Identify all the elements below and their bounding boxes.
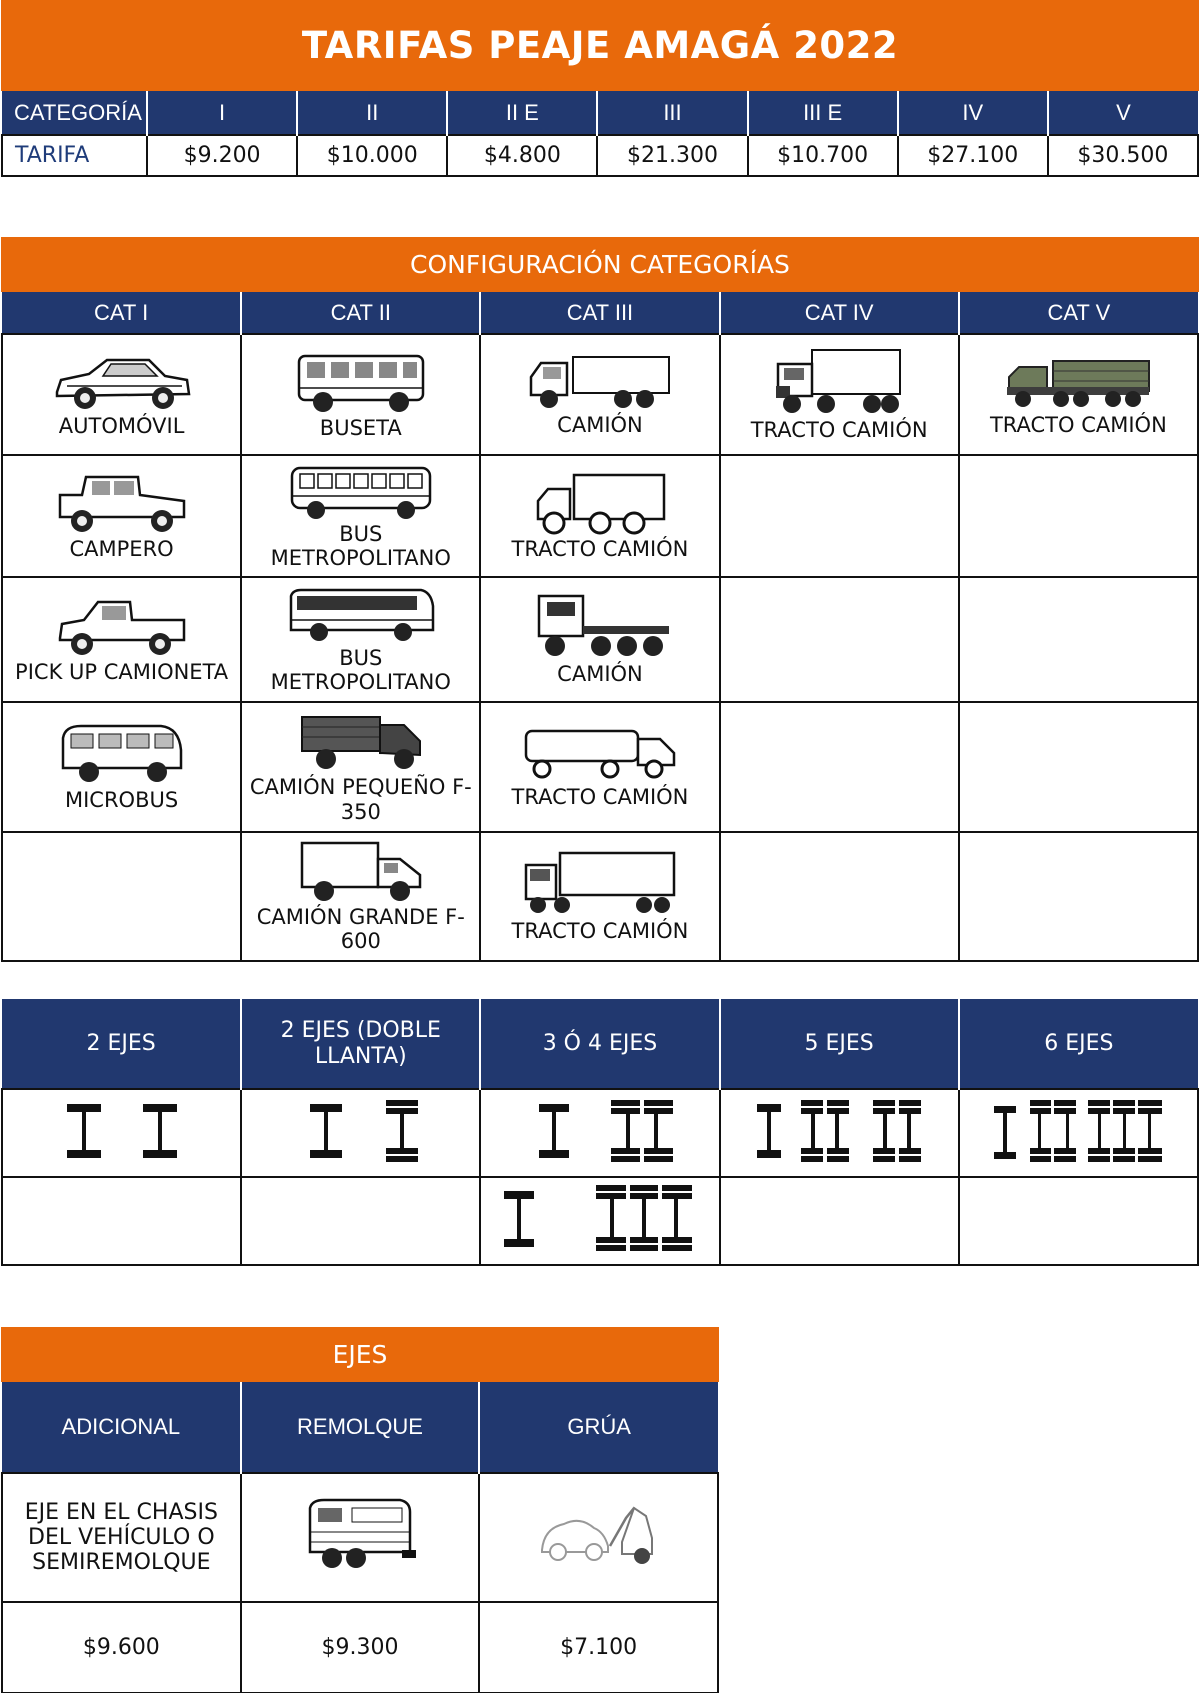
price-cat-v: $30.500 [1048,135,1198,176]
minibus-icon [291,348,431,416]
cat-i-header: CAT I [2,292,241,334]
ejes-table [1,1382,719,1693]
ejes-header-row [2,1382,718,1473]
table-row [2,1473,718,1602]
adicional-description: EJE EN EL CHASIS DEL VEHÍCULO O SEMIREMOLQUE [2,1473,241,1602]
empty-cell [959,1177,1198,1265]
flatbed-truck-icon [525,592,675,662]
vehicle-cell [241,702,480,832]
vehicle-cell [2,577,241,701]
axles-header-row [2,999,1198,1089]
tarifa-label: TARIFA [2,135,147,176]
axles-2-header: 2 EJES [2,999,241,1089]
vehicle-label: TRACTO CAMIÓN [511,537,689,562]
price-adicional: $9.600 [2,1602,241,1693]
category-header-iv: IV [898,91,1048,135]
axle-3-icon [515,1096,685,1166]
vehicle-label: CAMIÓN GRANDE F-600 [256,904,465,954]
vehicle-label: TRACTO CAMIÓN [989,413,1167,438]
cat-ii-header: CAT II [241,292,480,334]
axles-6-header: 6 EJES [959,999,1198,1089]
vehicle-cell [241,334,480,455]
table-row [2,832,1198,961]
table-row [2,577,1198,701]
grua-header: GRÚA [479,1382,718,1473]
vehicle-cell [959,334,1198,455]
empty-cell [720,455,959,577]
price-cat-iii-e: $10.700 [748,135,898,176]
ejes-title: EJES [1,1327,719,1382]
vehicle-label: PICK UP CAMIONETA [15,660,229,685]
category-header-iii: III [597,91,747,135]
vehicle-label: CAMIÓN [557,662,643,687]
cat-iv-header: CAT IV [720,292,959,334]
vehicle-cell [480,577,719,701]
vehicle-label: CAMIÓN PEQUEÑO F-350 [249,775,472,824]
tow-truck-icon [534,1498,664,1570]
vehicle-cell [2,334,241,455]
price-cat-iii: $21.300 [597,135,747,176]
empty-cell [720,832,959,961]
empty-cell [959,702,1198,832]
price-cat-ii: $10.000 [297,135,447,176]
vehicle-cell [2,455,241,577]
jeep-icon [52,471,192,537]
vehicle-cell [241,455,480,577]
config-table [1,292,1199,962]
vehicle-label: BUS METROPOLITANO [270,522,451,571]
config-title: CONFIGURACIÓN CATEGORÍAS [1,237,1199,292]
vehicle-label: CAMPERO [69,537,174,562]
axles-5-header: 5 EJES [720,999,959,1089]
truck-icon [525,351,675,413]
table-row [2,334,1198,455]
pickup-icon [54,594,190,660]
tarifas-table [1,91,1199,177]
semi-trailer-icon [520,849,680,919]
empty-cell [959,832,1198,961]
empty-cell [720,702,959,832]
axle-diagram-cell [959,1089,1198,1177]
trailer-cell [241,1473,480,1602]
car-icon [47,350,197,414]
remolque-header: REMOLQUE [241,1382,480,1473]
axle-4-icon [500,1181,700,1257]
axle-diagram-cell [720,1089,959,1177]
categoria-header: CATEGORÍA [2,91,147,135]
log-truck-icon [1003,351,1153,413]
category-header-iii-e: III E [748,91,898,135]
empty-cell [959,455,1198,577]
empty-cell [2,1177,241,1265]
axle-diagram-cell [480,1177,719,1265]
tow-truck-cell [479,1473,718,1602]
price-cat-i: $9.200 [147,135,297,176]
price-cat-iv: $27.100 [898,135,1048,176]
cat-v-header: CAT V [959,292,1198,334]
vehicle-label: AUTOMÓVIL [58,414,185,439]
price-grua: $7.100 [479,1602,718,1693]
axle-diagram-cell [480,1089,719,1177]
category-header-ii-e: II E [447,91,597,135]
adicional-header: ADICIONAL [2,1382,241,1473]
page-title: TARIFAS PEAJE AMAGÁ 2022 [1,0,1199,91]
empty-cell [241,1177,480,1265]
axle-diagram-cell [241,1089,480,1177]
category-header-i: I [147,91,297,135]
table-row [2,702,1198,832]
table-row [2,455,1198,577]
vehicle-label: MICROBUS [64,788,179,813]
table-row [2,1089,1198,1177]
microbus-icon [57,720,187,788]
empty-cell [959,577,1198,701]
box-truck-icon [530,471,670,537]
tarifas-header-row [2,91,1198,135]
vehicle-cell [480,702,719,832]
vehicle-label: TRACTO CAMIÓN [750,418,928,443]
vehicle-cell [241,832,480,961]
axle-2-icon [47,1096,197,1166]
school-bus-icon [286,462,436,522]
table-row [2,1177,1198,1265]
axles-3-4-header: 3 Ó 4 EJES [480,999,719,1089]
empty-cell [720,1177,959,1265]
coach-bus-icon [285,584,437,646]
cat-iii-header: CAT III [480,292,719,334]
axle-2-double-icon [286,1096,436,1166]
vehicle-cell [480,832,719,961]
vehicle-label: TRACTO CAMIÓN [511,918,689,943]
empty-cell [2,832,241,961]
vehicle-cell [2,702,241,832]
vehicle-label: BUSETA [319,416,402,441]
vehicle-cell [480,455,719,577]
horse-trailer-icon [300,1492,420,1576]
price-cat-ii-e: $4.800 [447,135,597,176]
vehicle-label: BUS METROPOLITANO [270,646,451,695]
vehicle-label: TRACTO CAMIÓN [511,785,689,810]
category-header-ii: II [297,91,447,135]
small-truck-icon [296,709,426,775]
tarifas-price-row [2,135,1198,176]
axles-2-double-header: 2 EJES (DOBLE LLANTA) [241,999,480,1089]
vehicle-label: CAMIÓN [557,413,643,438]
category-header-v: V [1048,91,1198,135]
price-remolque: $9.300 [241,1602,480,1693]
tanker-truck-icon [520,723,680,785]
axle-6-icon [988,1096,1168,1166]
empty-cell [720,577,959,701]
axle-5-icon [749,1096,929,1166]
vehicle-cell [720,334,959,455]
config-header-row [2,292,1198,334]
axles-table [1,999,1199,1266]
axle-diagram-cell [2,1089,241,1177]
vehicle-cell [480,334,719,455]
box-van-icon [296,839,426,905]
ejes-price-row [2,1602,718,1693]
vehicle-cell [241,577,480,701]
semi-truck-icon [774,346,904,418]
